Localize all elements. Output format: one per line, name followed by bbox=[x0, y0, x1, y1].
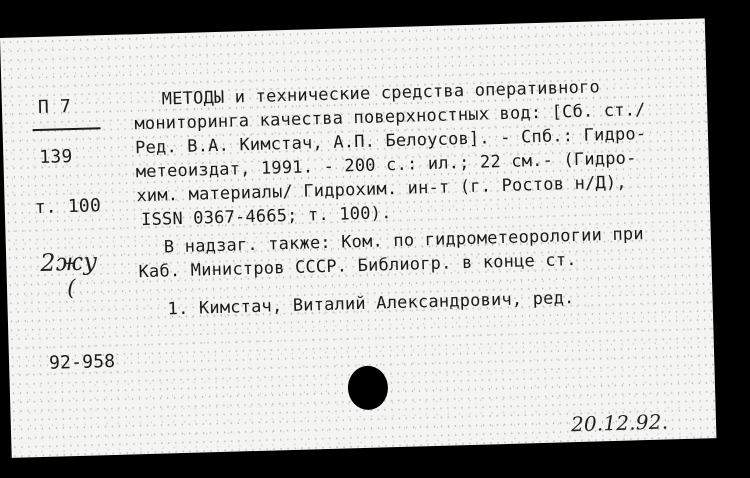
tracing-line: 1. Кимстач, Виталий Александрович, ред. bbox=[167, 288, 575, 320]
handwritten-mark: 2жу bbox=[39, 247, 98, 277]
handwritten-stroke: ( bbox=[66, 275, 77, 302]
note-line: Каб. Министров СССР. Библиогр. в конце ст. bbox=[138, 249, 577, 283]
volume-number: т. 100 bbox=[34, 195, 102, 219]
entry-line: метеоиздат, 1991. - 200 с.: ил.; 22 см.- (Гидро- bbox=[135, 148, 637, 183]
call-number: 139 bbox=[39, 146, 73, 168]
note-line: В надзаг. также: Ком. по гидрометеорологии при bbox=[163, 224, 645, 258]
entry-line: хим. материалы/ Гидрохим. ин-т (г. Ростов н/Д), bbox=[136, 172, 628, 207]
shelf-mark: П 7 bbox=[37, 96, 72, 118]
accession-number: 92-958 bbox=[48, 350, 116, 374]
entry-line: ISSN 0367-4665; т. 100). bbox=[140, 203, 392, 231]
catalog-card bbox=[0, 18, 716, 458]
punch-hole bbox=[347, 365, 388, 410]
handwritten-date: 20.12.92. bbox=[570, 409, 669, 437]
entry-line: мониторинга качества поверхностных вод: [Сб. ст./ bbox=[134, 100, 646, 135]
entry-line: МЕТОДЫ и технические средства оперативного bbox=[161, 77, 601, 110]
entry-line: Ред. В.А. Кимстач, А.П. Белоусов]. - Спб.: Гидро- bbox=[134, 123, 647, 159]
divider-line bbox=[33, 127, 101, 131]
